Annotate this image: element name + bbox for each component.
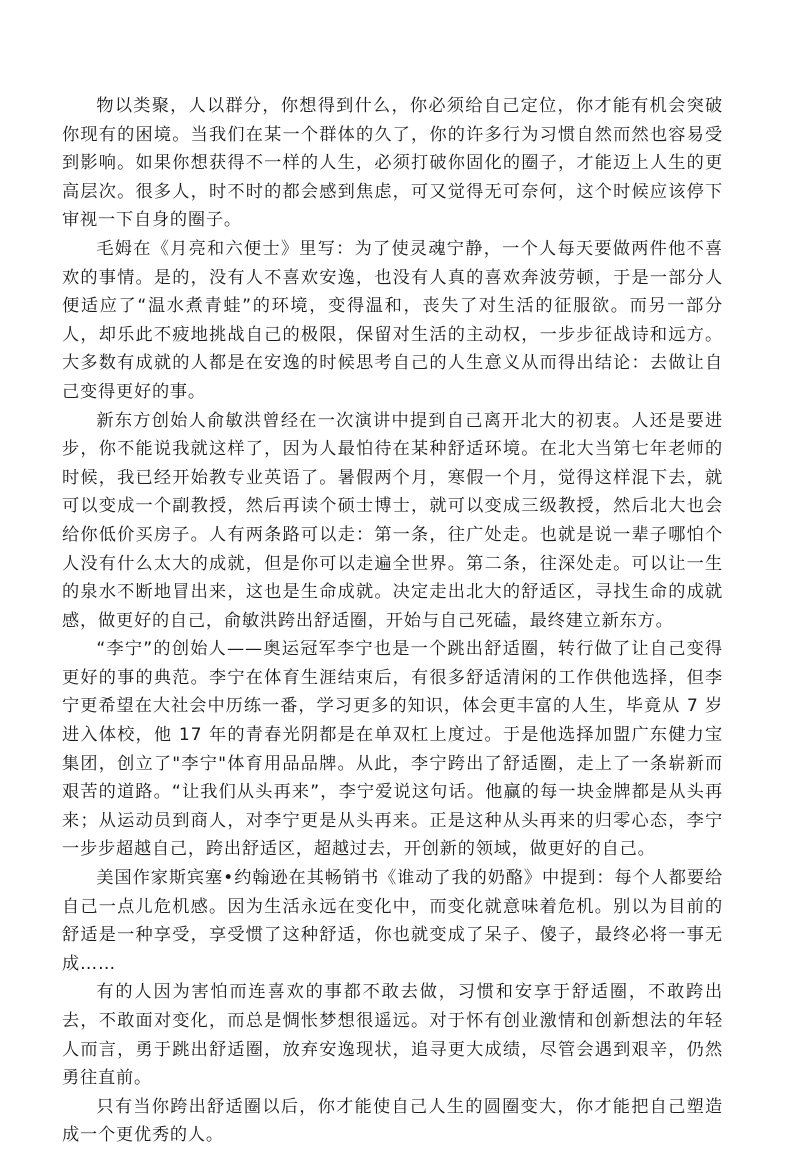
- paragraph-yu-minhong: 新东方创始人俞敏洪曾经在一次演讲中提到自己离开北大的初衷。人还是要进步，你不能说我就这样了，因为人最怕待在某种舒适环境。在北大当第七年老师的时候，我已经开始教专业英语了。暑假两个月，寒假一个月，觉得这样混下去，就可以变成一个副教授，然后再读个硕士博士，就可以变成三级教授，然后北大也会给你低价买房子。人有两条路可以走：第一条，往广处走。也就是说一辈子哪怕个人没有什么太大的成就，但是你可以走遍全世界。第二条，往深处走。可以让一生的泉水不断地冒出来，这也是生命成就。决定走出北大的舒适区，寻找生命的成就感，做更好的自己，俞敏洪跨出舒适圈，开始与自己死磕，最终建立新东方。: [62, 410, 723, 631]
- document-body: [62, 92, 723, 1150]
- paragraph-conclusion: 只有当你跨出舒适圈以后，你才能使自己人生的圆圈变大，你才能把自己塑造成一个更优秀的人。: [62, 1096, 723, 1146]
- paragraph-spencer-johnson: 美国作家斯宾塞•约翰逊在其畅销书《谁动了我的奶酪》中提到：每个人都要给自己一点儿危机感。因为生活永远在变化中，而变化就意味着危机。别以为目前的舒适是一种享受，享受惯了这种舒适，你也就变成了呆子、傻子，最终必将一事无成……: [62, 868, 723, 974]
- paragraph-li-ning: “李宁”的创始人——奥运冠军李宁也是一个跳出舒适圈，转行做了让自己变得更好的事的典范。李宁在体育生涯结束后，有很多舒适清闲的工作供他选择，但李宁更希望在大社会中历练一番，学习更多的知识，体会更丰富的人生，毕竟从 7 岁进入体校，他 17 年的青春光阴都是在单双杠上度过。于是他选择加盟广东健力宝集团，创立了"李宁"体育用品品牌。从此，李宁跨出了舒适圈，走上了一条崭新而艰苦的道路。“让我们从头再来”，李宁爱说这句话。他赢的每一块金牌都是从头再来；从运动员到商人，对李宁更是从头再来。正是这种从头再来的归零心态，李宁一步步超越自己，跨出舒适区，超越过去，开创新的领域，做更好的自己。: [62, 639, 723, 860]
- paragraph-circle-positioning: 物以类聚，人以群分，你想得到什么，你必须给自己定位，你才能有机会突破你现有的困境。当我们在某一个群体的久了，你的许多行为习惯自然而然也容易受到影响。如果你想获得不一样的人生，必须打破你固化的圈子，才能迈上人生的更高层次。很多人，时不时的都会感到焦虑，可又觉得无可奈何，这个时候应该停下审视一下自身的圈子。: [62, 96, 723, 231]
- paragraph-comfort-zone-fear: 有的人因为害怕而连喜欢的事都不敢去做，习惯和安享于舒适圈，不敢跨出去，不敢面对变化，而总是惆怅梦想很遥远。对于怀有创业激情和创新想法的年轻人而言，勇于跳出舒适圈，放弃安逸现状，追寻更大成绩，尽管会遇到艰辛，仍然勇往直前。: [62, 982, 723, 1089]
- paragraph-maugham-quote: 毛姆在《月亮和六便士》里写：为了使灵魂宁静，一个人每天要做两件他不喜欢的事情。是的，没有人不喜欢安逸，也没有人真的喜欢奔波劳顿，于是一部分人便适应了“温水煮青蛙”的环境，变得温和，丧失了对生活的征服欲。而另一部分人，却乐此不疲地挑战自己的极限，保留对生活的主动权，一步步征战诗和远方。大多数有成就的人都是在安逸的时候思考自己的人生意义从而得出结论：去做让自己变得更好的事。: [62, 238, 723, 402]
